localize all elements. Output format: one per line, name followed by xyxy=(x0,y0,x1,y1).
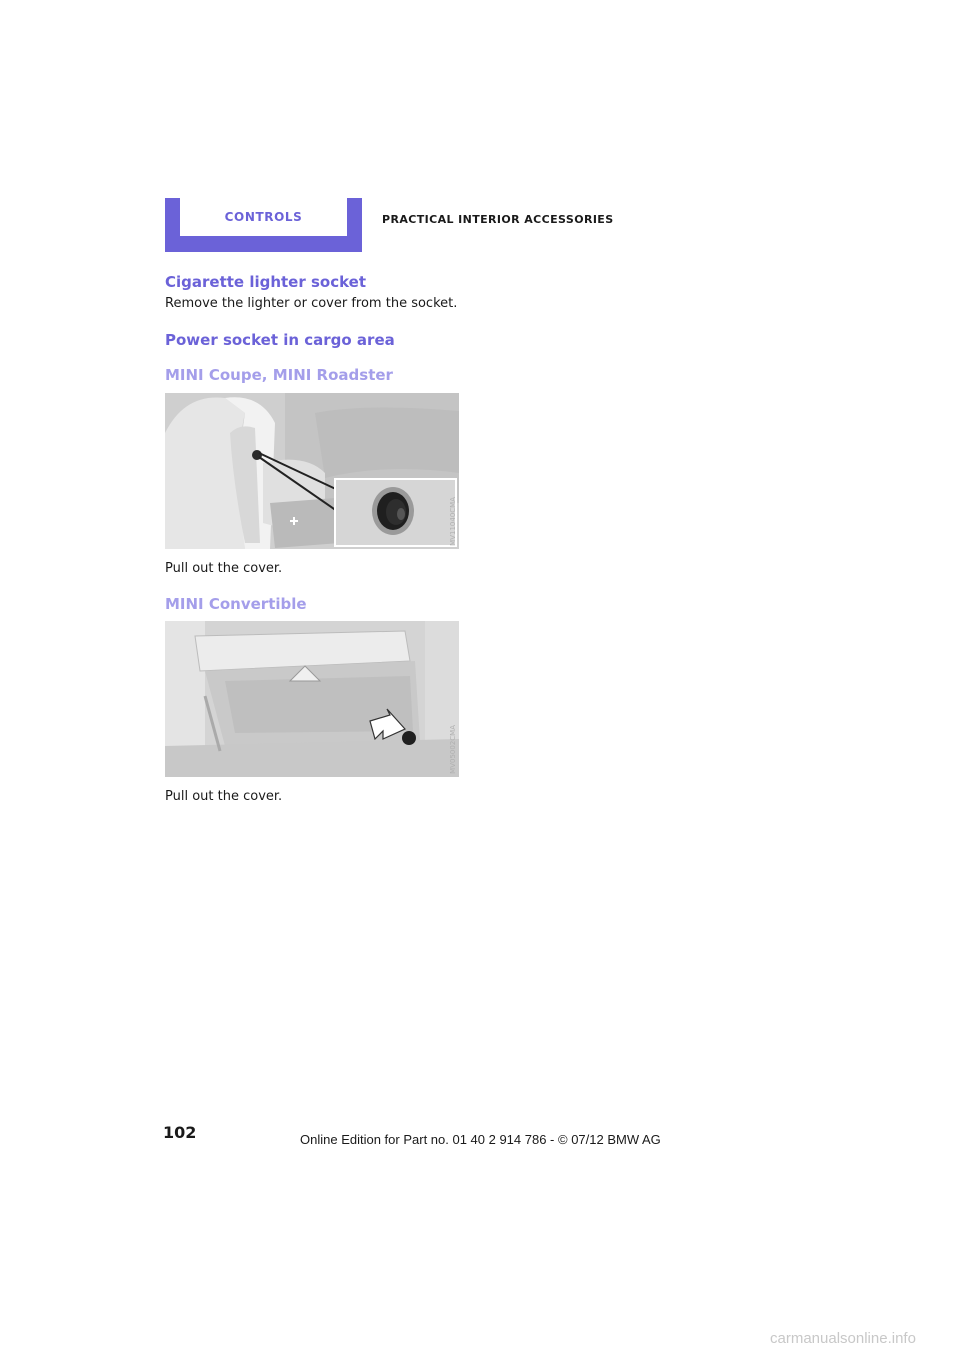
caption-convertible: Pull out the cover. xyxy=(165,789,283,804)
chapter-tab-inner xyxy=(180,198,347,236)
heading-coupe-roadster: MINI Coupe, MINI Roadster xyxy=(165,366,393,384)
caption-coupe: Pull out the cover. xyxy=(165,561,283,576)
section-header-title: PRACTICAL INTERIOR ACCESSORIES xyxy=(382,213,614,226)
figure-code-coupe: MV11040CMA xyxy=(449,497,457,546)
coupe-cargo-illustration xyxy=(165,393,459,549)
watermark: carmanualsonline.info xyxy=(770,1330,916,1347)
figure-code-convertible: MV05002CMA xyxy=(449,725,457,774)
heading-cigarette-lighter: Cigarette lighter socket xyxy=(165,273,367,291)
page-number: 102 xyxy=(163,1123,197,1142)
chapter-tab xyxy=(165,198,362,252)
heading-convertible: MINI Convertible xyxy=(165,595,307,613)
heading-power-socket: Power socket in cargo area xyxy=(165,331,395,349)
figure-convertible-socket xyxy=(165,621,459,777)
text-cigarette-lighter: Remove the lighter or cover from the socket. xyxy=(165,296,458,311)
chapter-tab-label: CONTROLS xyxy=(224,210,303,224)
figure-coupe-socket xyxy=(165,393,459,549)
footer-edition: Online Edition for Part no. 01 40 2 914 786 - © 07/12 BMW AG xyxy=(300,1132,661,1147)
convertible-cargo-illustration xyxy=(165,621,459,777)
